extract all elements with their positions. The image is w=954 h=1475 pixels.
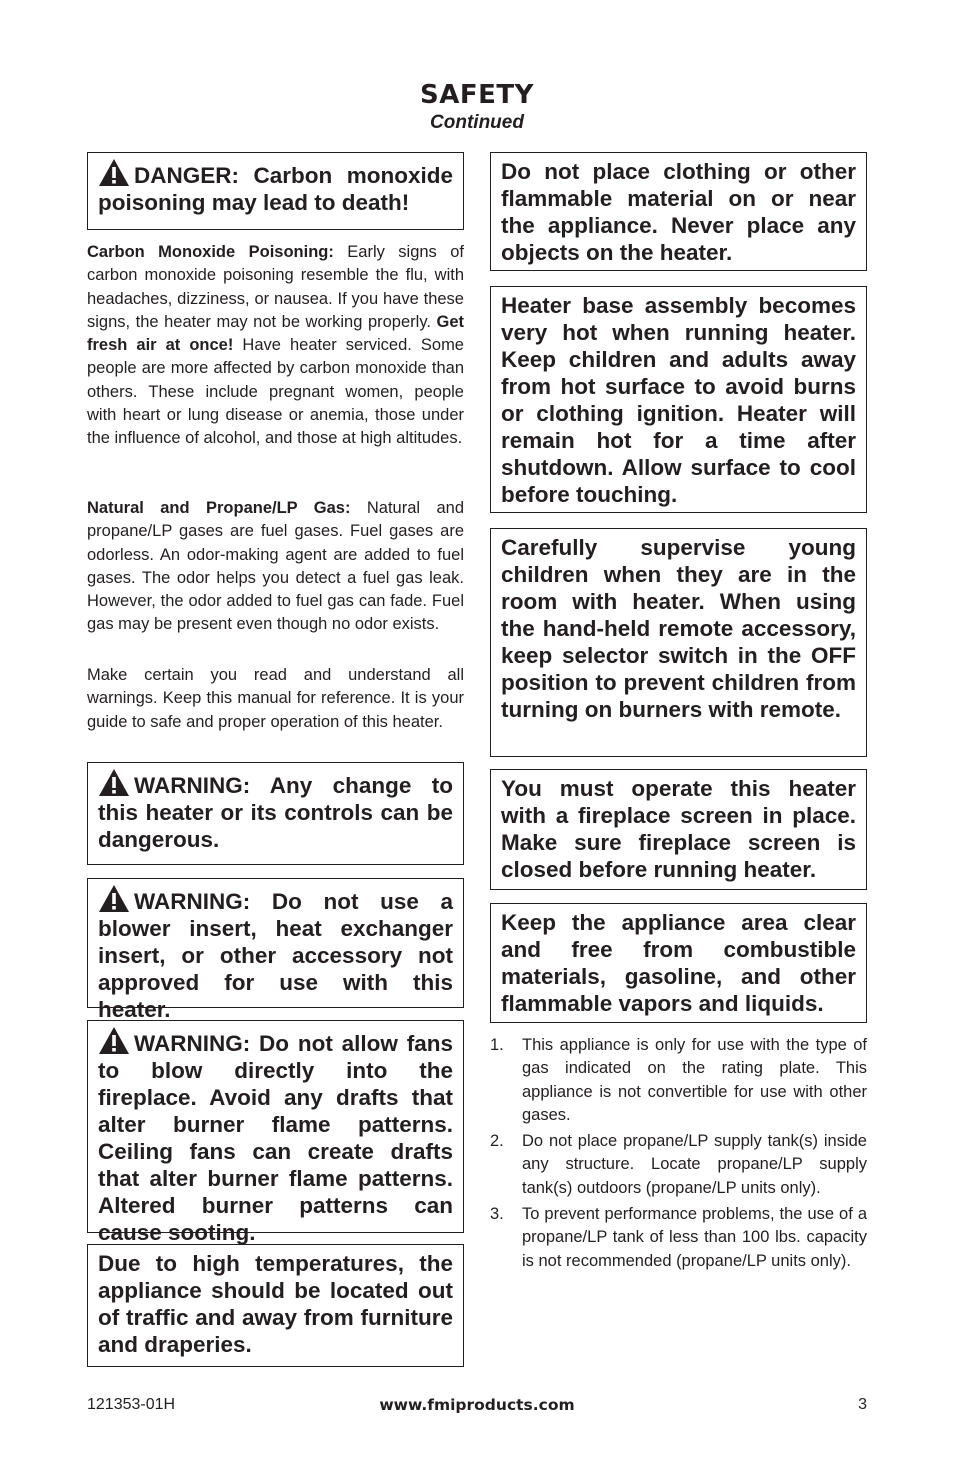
gas-paragraph: Natural and Propane/LP Gas: Natural and propane/LP gases are fuel gases. Fuel gases are odorless. An odor-making agent are added to fuel gases. The odor helps you detect a fuel gas leak. However, the odor added to fuel gas can fade. Fuel gas may be present even though no odor exists. bbox=[87, 499, 464, 634]
gas-label: Natural and Propane/LP Gas: bbox=[87, 499, 351, 517]
co-label: Carbon Monoxide Poisoning: bbox=[87, 243, 334, 261]
warning-change-box: WARNING: Any change to this heater or its controls can be dangerous. bbox=[87, 762, 464, 865]
appliance-area-box: Keep the appliance area clear and free from combustible materials, gasoline, and other flammable vapors and liquids. bbox=[490, 903, 867, 1023]
list-item: 3. To prevent performance problems, the use of a propane/LP tank of less than 100 lbs. capacity is not recommended (propane/LP units only). bbox=[490, 1205, 867, 1270]
children-box: Carefully supervise young children when they are in the room with heater. When using the hand-held remote accessory, keep selector switch in the OFF position to prevent children from turning on burners with remote. bbox=[490, 528, 867, 757]
read-warnings-paragraph: Make certain you read and understand all warnings. Keep this manual for reference. It is your guide to safe and proper operation of this heater. bbox=[87, 666, 464, 731]
warning-triangle-icon bbox=[98, 158, 130, 187]
list-item: 1. This appliance is only for use with the type of gas indicated on the rating plate. This appliance is not convertible for use with other gases. bbox=[490, 1036, 867, 1124]
numbered-list bbox=[490, 1034, 867, 1276]
temperatures-box: Due to high temperatures, the appliance should be located out of traffic and away from furniture and draperies. bbox=[87, 1244, 464, 1367]
doc-number: 121353-01H bbox=[87, 1396, 176, 1413]
warning-fans-box: WARNING: Do not allow fans to blow directly into the fireplace. Avoid any drafts that alter burner flame patterns. Ceiling fans can create drafts that alter burner flame patterns. Altered burner patterns can cause sooting. bbox=[87, 1020, 464, 1233]
danger-text: DANGER: Carbon monoxide poisoning may lead to death! bbox=[98, 163, 453, 215]
co-poisoning-paragraph: Carbon Monoxide Poisoning: Early signs of carbon monoxide poisoning resemble the flu, with headaches, dizziness, or nausea. If you have these signs, the heater may not be working properly. Get fresh air at once! Have heater serviced. Some people are more affected by carbon monoxide than others. These include pregnant women, people with heart or lung disease or anemia, those under the influence of alcohol, and those at high altitudes. bbox=[87, 243, 464, 448]
list-item: 2. Do not place propane/LP supply tank(s) inside any structure. Locate propane/LP supply tank(s) outdoors (propane/LP units only). bbox=[490, 1132, 867, 1197]
warning-blower-box: WARNING: Do not use a blower insert, heat exchanger insert, or other accessory not approved for use with this heater. bbox=[87, 878, 464, 1008]
page-number: 3 bbox=[858, 1396, 867, 1413]
clothing-box: Do not place clothing or other flammable material on or near the appliance. Never place any objects on the heater. bbox=[490, 152, 867, 271]
page-subtitle: Continued bbox=[430, 112, 524, 133]
warning-triangle-icon bbox=[98, 1026, 130, 1055]
fireplace-screen-box: You must operate this heater with a fireplace screen in place. Make sure fireplace screen is closed before running heater. bbox=[490, 769, 867, 890]
danger-box bbox=[87, 152, 464, 230]
warning-triangle-icon bbox=[98, 884, 130, 913]
base-assembly-box: Heater base assembly becomes very hot when running heater. Keep children and adults away from hot surface to avoid burns or clothing ignition. Heater will remain hot for a time after shutdown. Allow surface to cool before touching. bbox=[490, 286, 867, 513]
page-title: SAFETY bbox=[420, 80, 534, 110]
warning-triangle-icon bbox=[98, 768, 130, 797]
website-link[interactable]: www.fmiproducts.com bbox=[379, 1396, 575, 1414]
